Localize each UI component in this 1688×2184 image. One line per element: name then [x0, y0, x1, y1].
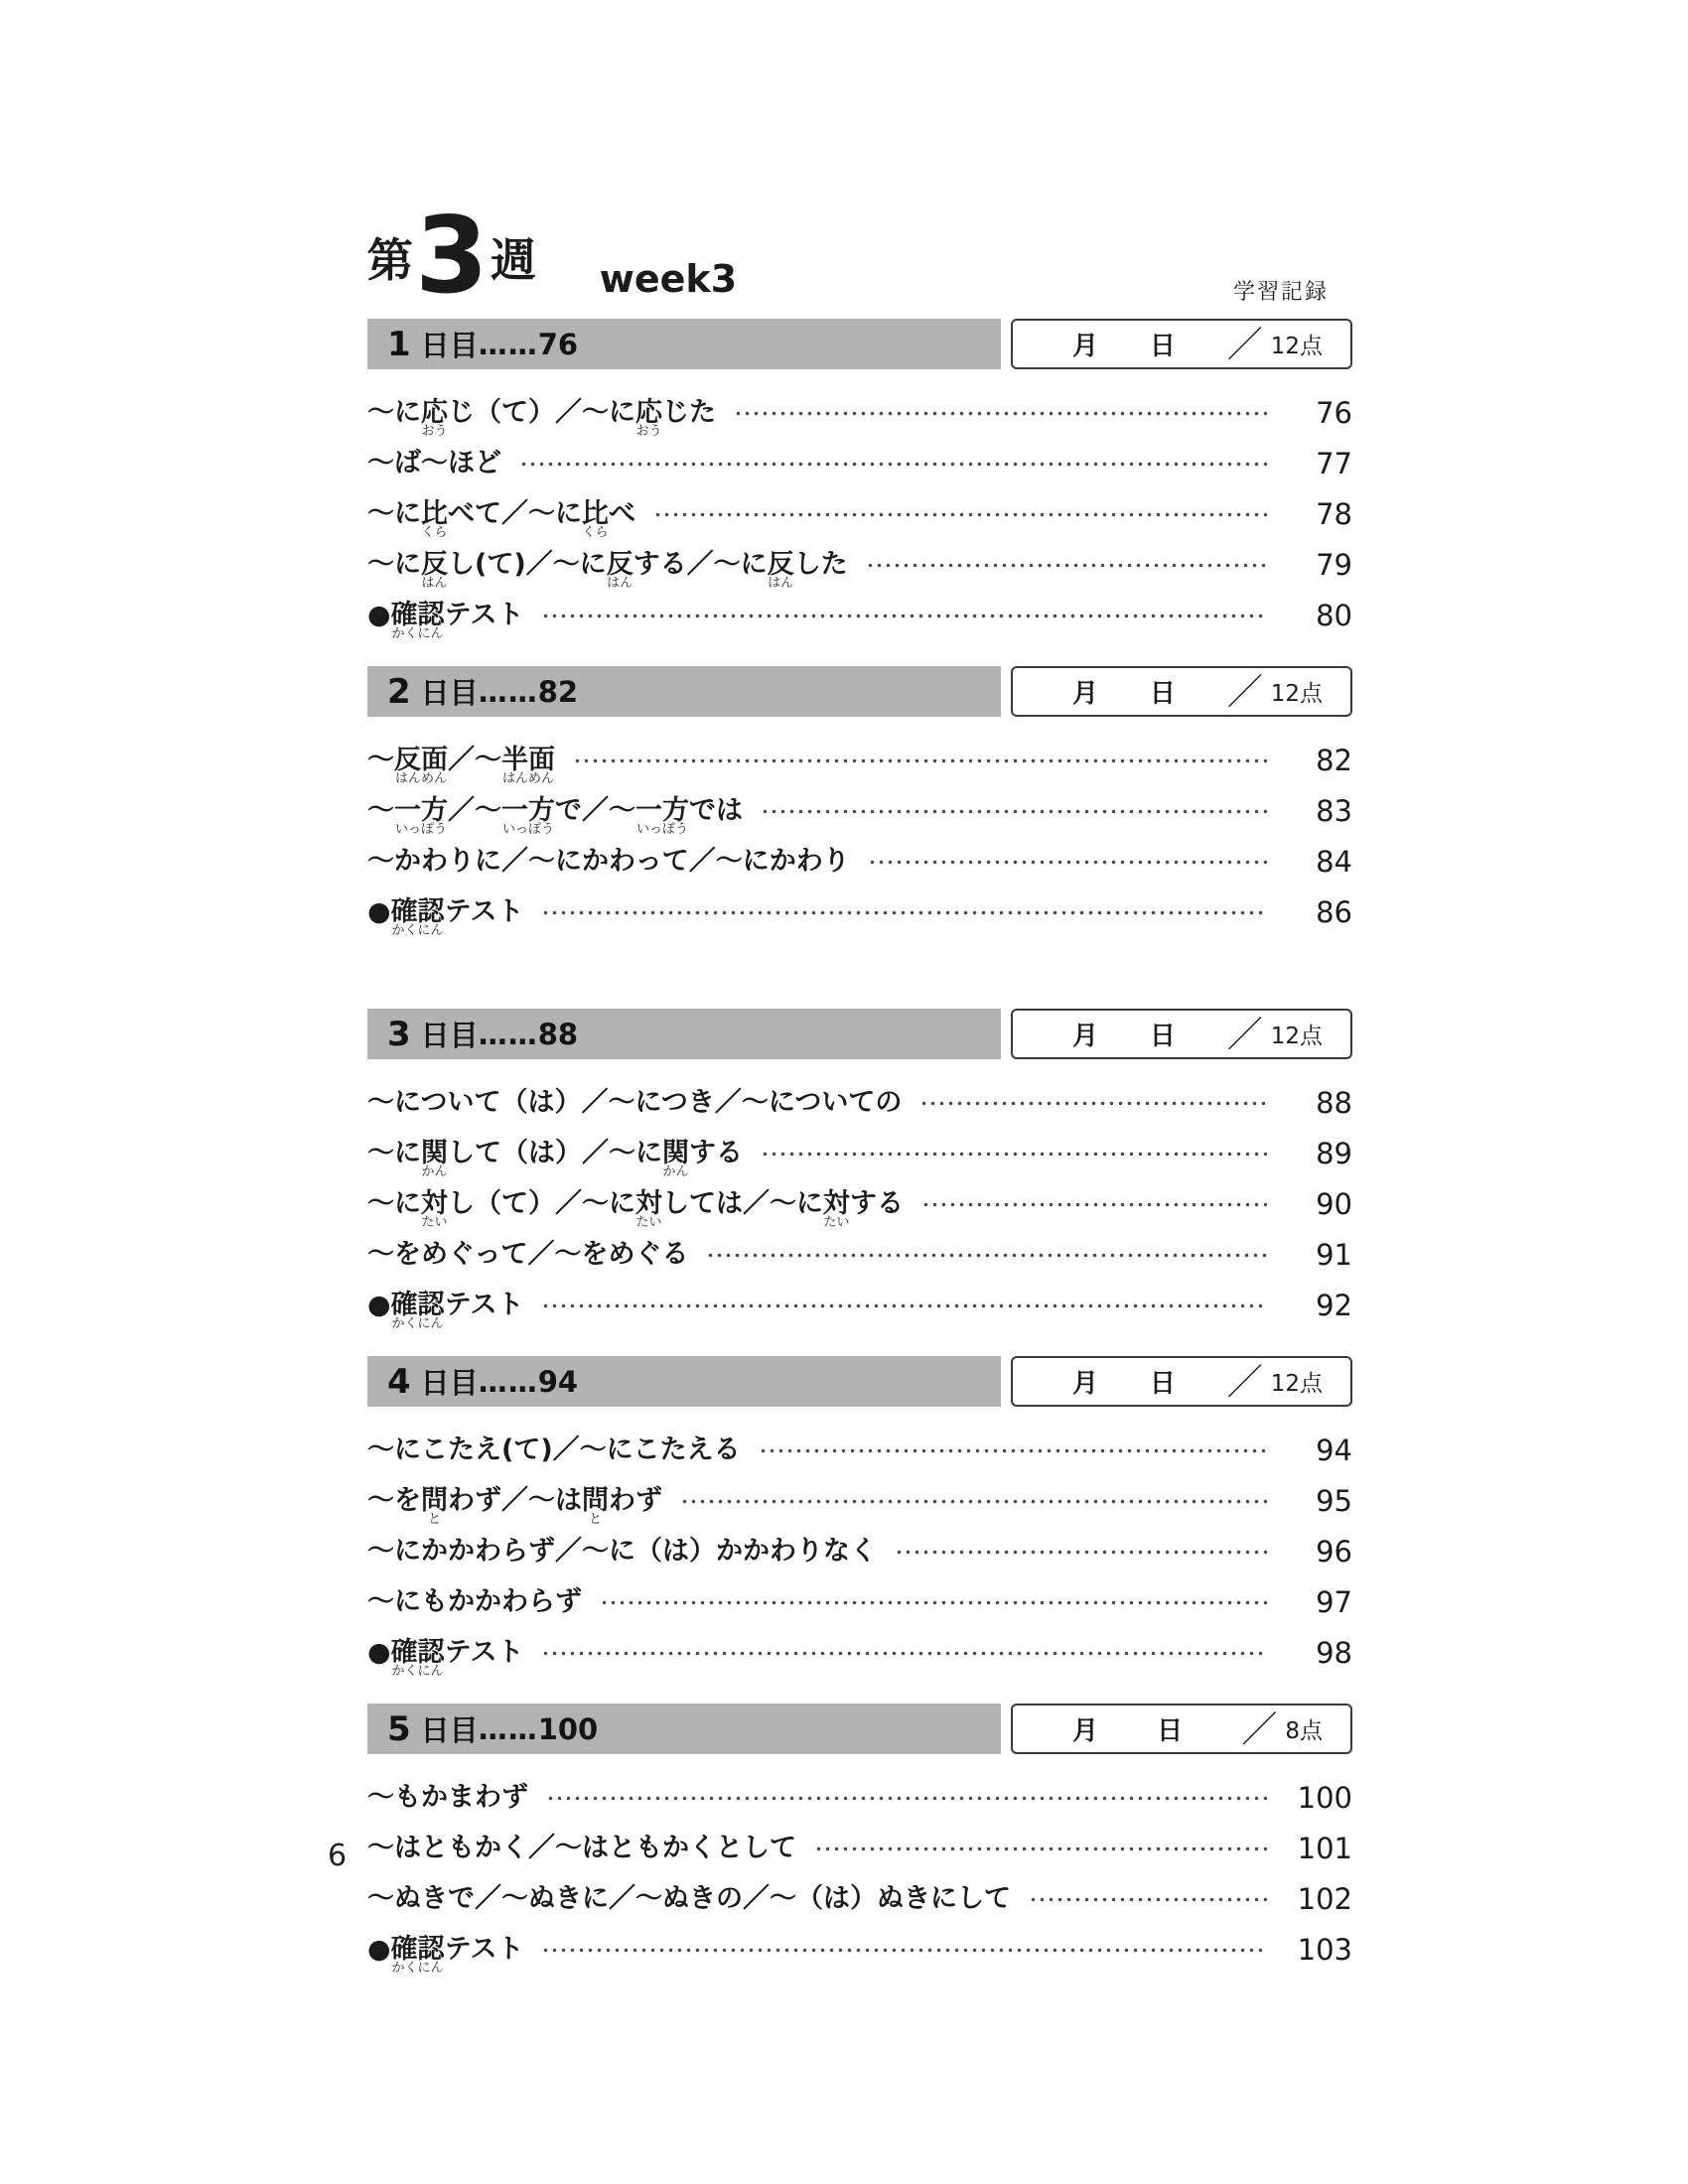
study-record-heading: 学習記録 [1232, 280, 1329, 305]
dotted-leader [1029, 1886, 1267, 1913]
toc-entry-title [367, 1087, 902, 1119]
entry-text: ～ [367, 794, 394, 826]
dotted-leader [519, 451, 1267, 478]
day-section-4 [367, 1356, 1352, 1680]
kanji-with-furigana: 関 かん [662, 1137, 689, 1180]
kanji-with-furigana: 応 おう [635, 396, 662, 440]
toc-entry [367, 1882, 1352, 1916]
entry-text: ～をめぐって／～をめぐる [367, 1238, 689, 1270]
record-max-points: 12点 [1270, 1371, 1323, 1397]
toc-entry [367, 794, 1352, 838]
dotted-leader [895, 1539, 1267, 1566]
toc-entry [367, 1289, 1352, 1332]
record-day-label: 日 [1149, 1022, 1176, 1051]
record-max-points: 12点 [1270, 334, 1323, 359]
day-header-bar [367, 1009, 1001, 1059]
toc-entry-page: 94 [1316, 1433, 1352, 1467]
kanji-with-furigana: 問 と [582, 1484, 609, 1528]
entry-text: べて／～に [448, 497, 582, 529]
toc-entry [367, 744, 1352, 787]
day-section-2 [367, 666, 1352, 939]
toc-entry-title [367, 1536, 877, 1568]
day-section-head [367, 1356, 1352, 1407]
record-score-slash: ／ [1226, 672, 1263, 713]
toc-entry-page: 84 [1316, 845, 1352, 879]
record-max-points: 12点 [1270, 681, 1323, 707]
toc-entry-page: 103 [1297, 1933, 1352, 1967]
toc-entry [367, 895, 1352, 939]
toc-entry-title [367, 599, 524, 642]
furigana-reading: はん [768, 576, 794, 592]
day-section-head [367, 1009, 1352, 1059]
day-leader-dots: …… [478, 1364, 538, 1399]
kanji-with-furigana: 反 はん [767, 548, 794, 592]
week-unit-label: 週 [490, 233, 536, 287]
furigana-reading: かん [662, 1164, 689, 1180]
furigana-reading: かくにん [391, 1316, 444, 1332]
dotted-leader [541, 603, 1267, 629]
day-number: 2 [387, 671, 411, 712]
day-leader-dots: …… [478, 674, 538, 709]
kanji-with-furigana: 応 おう [421, 396, 448, 440]
entry-text: テスト [444, 1933, 524, 1965]
record-score-slash: ／ [1226, 1362, 1263, 1403]
record-score-area [1227, 1009, 1323, 1059]
record-score-area [1241, 1704, 1323, 1754]
entry-text: ～かわりに／～にかわって／～にかわり [367, 845, 850, 877]
toc-entry-page: 101 [1297, 1832, 1352, 1865]
furigana-reading: いっぽう [635, 822, 689, 838]
entry-text: ／～ [448, 744, 501, 775]
toc-entry-page: 88 [1316, 1086, 1352, 1120]
toc-entry-title [367, 744, 555, 787]
study-record-box [1011, 1704, 1352, 1754]
day-start-page: 76 [537, 327, 579, 361]
week-number: 3 [415, 195, 487, 317]
toc-entry [367, 599, 1352, 642]
dotted-leader [541, 1640, 1267, 1667]
record-max-points: 12点 [1270, 1024, 1323, 1049]
kanji-with-furigana: 反面 はんめん [394, 744, 448, 787]
day-section-1 [367, 319, 1352, 642]
kanji-with-furigana: 比 くら [421, 497, 448, 541]
toc-entry-list [367, 1781, 1352, 1977]
day-start-page: 88 [537, 1017, 579, 1051]
toc-entry-page: 95 [1316, 1484, 1352, 1518]
toc-content [367, 195, 1352, 1983]
record-score-area [1227, 319, 1323, 369]
record-month-label: 月 [1072, 1022, 1099, 1051]
entry-text: する／～に [633, 548, 768, 580]
toc-entry-title [367, 1187, 904, 1231]
dotted-leader [706, 1242, 1267, 1269]
toc-entry-title [367, 497, 635, 541]
entry-text: じた [662, 396, 716, 428]
entry-text: ～にもかかわらず [367, 1585, 582, 1617]
day-header-bar [367, 1356, 1001, 1407]
entry-text: ～にこたえ(て)／～にこたえる [367, 1433, 741, 1465]
day-suffix-label: 日目 [420, 1366, 479, 1400]
record-day-label: 日 [1149, 1369, 1176, 1399]
kanji-with-furigana: 確認 かくにん [390, 895, 445, 939]
kanji-with-furigana: 対 たい [635, 1187, 662, 1231]
book-page-number: 6 [328, 1839, 348, 1873]
furigana-reading: かくにん [391, 1961, 444, 1977]
kanji-with-furigana: 確認 かくにん [390, 1289, 445, 1332]
entry-text: ／～ [448, 794, 501, 826]
toc-entry [367, 1535, 1352, 1569]
furigana-reading: くら [582, 525, 609, 541]
toc-sections [367, 319, 1352, 1977]
kanji-with-furigana: 対 たい [421, 1187, 448, 1231]
toc-entry-title [367, 396, 716, 440]
toc-entry [367, 1137, 1352, 1180]
entry-text: ● [367, 1636, 391, 1668]
furigana-reading: と [427, 1512, 442, 1528]
record-score-area [1227, 1356, 1323, 1407]
furigana-reading: かくにん [391, 923, 444, 939]
record-day-label: 日 [1149, 679, 1176, 709]
kanji-with-furigana: 反 はん [606, 548, 633, 592]
day-section-head [367, 666, 1352, 717]
toc-entry [367, 447, 1352, 480]
entry-text: では [689, 794, 743, 826]
dotted-leader [541, 899, 1267, 926]
toc-entry [367, 497, 1352, 541]
entry-text: し（て）／～に [448, 1187, 635, 1219]
dotted-leader [921, 1191, 1267, 1218]
toc-entry-title [367, 794, 743, 838]
toc-entry-page: 78 [1316, 497, 1352, 531]
study-record-box [1011, 1356, 1352, 1407]
furigana-reading: かくにん [391, 1664, 444, 1680]
toc-entry [367, 1933, 1352, 1977]
entry-text: ● [367, 1289, 391, 1320]
toc-entry [367, 1433, 1352, 1467]
toc-entry [367, 1484, 1352, 1528]
toc-entry-title [367, 1636, 524, 1680]
kanji-with-furigana: 問 と [421, 1484, 448, 1528]
day-leader-dots: …… [478, 327, 538, 361]
dotted-leader [734, 400, 1267, 427]
entry-text: ～もかまわず [367, 1781, 528, 1813]
day-leader-dots: …… [478, 1711, 538, 1746]
toc-entry-page: 80 [1316, 599, 1352, 632]
dotted-leader [653, 501, 1267, 528]
study-record-box [1011, 319, 1352, 369]
record-max-points: 8点 [1285, 1718, 1323, 1744]
furigana-reading: いっぽう [501, 822, 555, 838]
furigana-reading: たい [823, 1215, 850, 1231]
kanji-with-furigana: 確認 かくにん [390, 599, 445, 642]
toc-entry [367, 1187, 1352, 1231]
entry-text: しては／～に [662, 1187, 823, 1219]
kanji-with-furigana: 確認 かくにん [390, 1933, 445, 1977]
toc-entry [367, 1832, 1352, 1865]
entry-text: ● [367, 599, 391, 630]
furigana-reading: かん [421, 1164, 448, 1180]
toc-entry [367, 1636, 1352, 1680]
kanji-with-furigana: 比 くら [582, 497, 609, 541]
entry-text: ～ [367, 744, 394, 775]
toc-entry-title [367, 548, 848, 592]
entry-text: ～に [367, 497, 421, 529]
toc-entry-list [367, 744, 1352, 939]
entry-text: する [850, 1187, 904, 1219]
day-suffix-label: 日目 [420, 329, 479, 362]
furigana-reading: はんめん [394, 771, 448, 787]
dotted-leader [919, 1090, 1267, 1117]
day-number: 3 [387, 1014, 411, 1054]
entry-text: ～ば～ほど [367, 447, 501, 478]
entry-text: ～に [367, 1187, 421, 1219]
toc-entry [367, 845, 1352, 879]
kanji-with-furigana: 対 たい [823, 1187, 850, 1231]
dotted-leader [761, 798, 1267, 825]
toc-entry-title [367, 1239, 688, 1271]
toc-entry-page: 102 [1297, 1882, 1352, 1916]
kanji-with-furigana: 一方 いっぽう [394, 794, 448, 838]
day-header-bar [367, 666, 1001, 717]
furigana-reading: はん [421, 576, 448, 592]
day-number: 5 [387, 1708, 411, 1749]
toc-entry-title [367, 448, 501, 479]
day-suffix-label: 日目 [420, 1713, 479, 1747]
kanji-with-furigana: 一方 いっぽう [635, 794, 689, 838]
record-score-slash: ／ [1226, 1015, 1263, 1055]
toc-entry [367, 548, 1352, 592]
toc-entry-page: 82 [1316, 744, 1352, 777]
record-month-label: 月 [1072, 1369, 1099, 1399]
toc-entry-page: 79 [1316, 548, 1352, 582]
day-section-head [367, 1704, 1352, 1754]
toc-entry-page: 83 [1316, 794, 1352, 828]
dotted-leader [541, 1293, 1267, 1319]
day-start-page: 82 [537, 674, 579, 709]
toc-entry [367, 1238, 1352, 1272]
day-section-3 [367, 1009, 1352, 1332]
toc-entry [367, 1781, 1352, 1815]
entry-text: テスト [444, 895, 524, 927]
day-suffix-label: 日目 [420, 1019, 479, 1052]
study-record-box [1011, 666, 1352, 717]
record-month-label: 月 [1072, 1716, 1099, 1746]
furigana-reading: おう [635, 424, 662, 440]
toc-entry-page: 98 [1316, 1636, 1352, 1670]
furigana-reading: たい [421, 1215, 448, 1231]
toc-entry-title [367, 1782, 528, 1814]
toc-entry [367, 1086, 1352, 1120]
toc-entry-title [367, 1586, 582, 1618]
entry-text: じ（て）／～に [448, 396, 635, 428]
toc-entry-title [367, 846, 850, 878]
toc-entry-list [367, 396, 1352, 642]
furigana-reading: と [588, 1512, 603, 1528]
entry-text: ～ぬきで／～ぬきに／～ぬきの／～（は）ぬきにして [367, 1882, 1011, 1914]
kanji-with-furigana: 反 はん [421, 548, 448, 592]
dotted-leader [814, 1836, 1267, 1862]
day-start-page: 94 [537, 1364, 579, 1399]
toc-entry-page: 96 [1316, 1535, 1352, 1569]
entry-text: ～に [367, 1137, 421, 1168]
entry-text: ～を [367, 1484, 421, 1516]
day-number: 4 [387, 1361, 411, 1402]
furigana-reading: はん [607, 576, 633, 592]
toc-entry-title [367, 1883, 1011, 1915]
toc-entry-title [367, 895, 524, 939]
toc-entry-list [367, 1086, 1352, 1332]
dotted-leader [541, 1937, 1267, 1964]
entry-text: べ [609, 497, 635, 529]
furigana-reading: いっぽう [394, 822, 448, 838]
record-score-slash: ／ [1241, 1709, 1278, 1750]
day-number: 1 [387, 324, 411, 364]
toc-entry-page: 76 [1316, 396, 1352, 430]
dotted-leader [546, 1785, 1267, 1812]
furigana-reading: くら [421, 525, 448, 541]
toc-entry-page: 77 [1316, 447, 1352, 480]
furigana-reading: かくにん [391, 626, 444, 642]
dotted-leader [573, 748, 1267, 774]
entry-text: ～にかかわらず／～に（は）かかわりなく [367, 1535, 877, 1567]
dotted-leader [866, 552, 1267, 579]
entry-text: する [689, 1137, 743, 1168]
toc-entry-title [367, 1484, 662, 1528]
day-suffix-label: 日目 [420, 676, 479, 710]
day-header-bar [367, 1704, 1001, 1754]
kanji-with-furigana: 半面 はんめん [501, 744, 555, 787]
toc-entry-page: 97 [1316, 1585, 1352, 1619]
week-latin-label: week3 [599, 257, 738, 301]
toc-entry-title [367, 1434, 741, 1466]
entry-text: ～はともかく／～はともかくとして [367, 1832, 796, 1863]
dotted-leader [759, 1437, 1267, 1464]
entry-text: ● [367, 1933, 391, 1965]
entry-text: テスト [444, 1636, 524, 1668]
toc-entry-title [367, 1289, 524, 1332]
day-header-bar [367, 319, 1001, 369]
toc-entry-page: 91 [1316, 1238, 1352, 1272]
toc-entry-page: 100 [1297, 1781, 1352, 1815]
day-section-head [367, 319, 1352, 369]
day-leader-dots: …… [478, 1017, 538, 1051]
entry-text: ～について（は）／～につき／～についての [367, 1086, 903, 1118]
day-section-5 [367, 1704, 1352, 1977]
toc-entry [367, 396, 1352, 440]
dotted-leader [761, 1141, 1267, 1167]
kanji-with-furigana: 確認 かくにん [390, 1636, 445, 1680]
toc-entry-title [367, 1833, 796, 1864]
dotted-leader [868, 849, 1267, 876]
entry-text: で／～ [555, 794, 635, 826]
record-score-slash: ／ [1226, 325, 1263, 365]
furigana-reading: はんめん [501, 771, 555, 787]
kanji-with-furigana: 関 かん [421, 1137, 448, 1180]
entry-text: わず／～は [448, 1484, 582, 1516]
furigana-reading: たい [635, 1215, 662, 1231]
record-day-label: 日 [1149, 332, 1176, 361]
toc-entry-page: 92 [1316, 1289, 1352, 1322]
record-month-label: 月 [1072, 679, 1099, 709]
entry-text: テスト [444, 1289, 524, 1320]
toc-entry-page: 89 [1316, 1137, 1352, 1170]
furigana-reading: おう [421, 424, 448, 440]
entry-text: して（は）／～に [448, 1137, 662, 1168]
toc-entry-page: 90 [1316, 1187, 1352, 1221]
week-title [367, 195, 1352, 317]
record-day-label: 日 [1157, 1716, 1184, 1746]
day-start-page: 100 [537, 1711, 599, 1746]
toc-entry-title [367, 1933, 524, 1977]
entry-text: し(て)／～に [448, 548, 607, 580]
entry-text: した [793, 548, 848, 580]
toc-entry-title [367, 1137, 743, 1180]
entry-text: テスト [444, 599, 524, 630]
entry-text: ● [367, 895, 391, 927]
week-prefix-label: 第 [367, 233, 413, 287]
toc-entry-page: 86 [1316, 895, 1352, 929]
toc-entry [367, 1585, 1352, 1619]
entry-text: ～に [367, 396, 421, 428]
dotted-leader [680, 1488, 1267, 1515]
kanji-with-furigana: 一方 いっぽう [501, 794, 555, 838]
record-score-area [1227, 666, 1323, 717]
entry-text: わず [609, 1484, 662, 1516]
record-month-label: 月 [1072, 332, 1099, 361]
entry-text: ～に [367, 548, 421, 580]
study-record-box [1011, 1009, 1352, 1059]
toc-entry-list [367, 1433, 1352, 1680]
dotted-leader [600, 1589, 1267, 1616]
